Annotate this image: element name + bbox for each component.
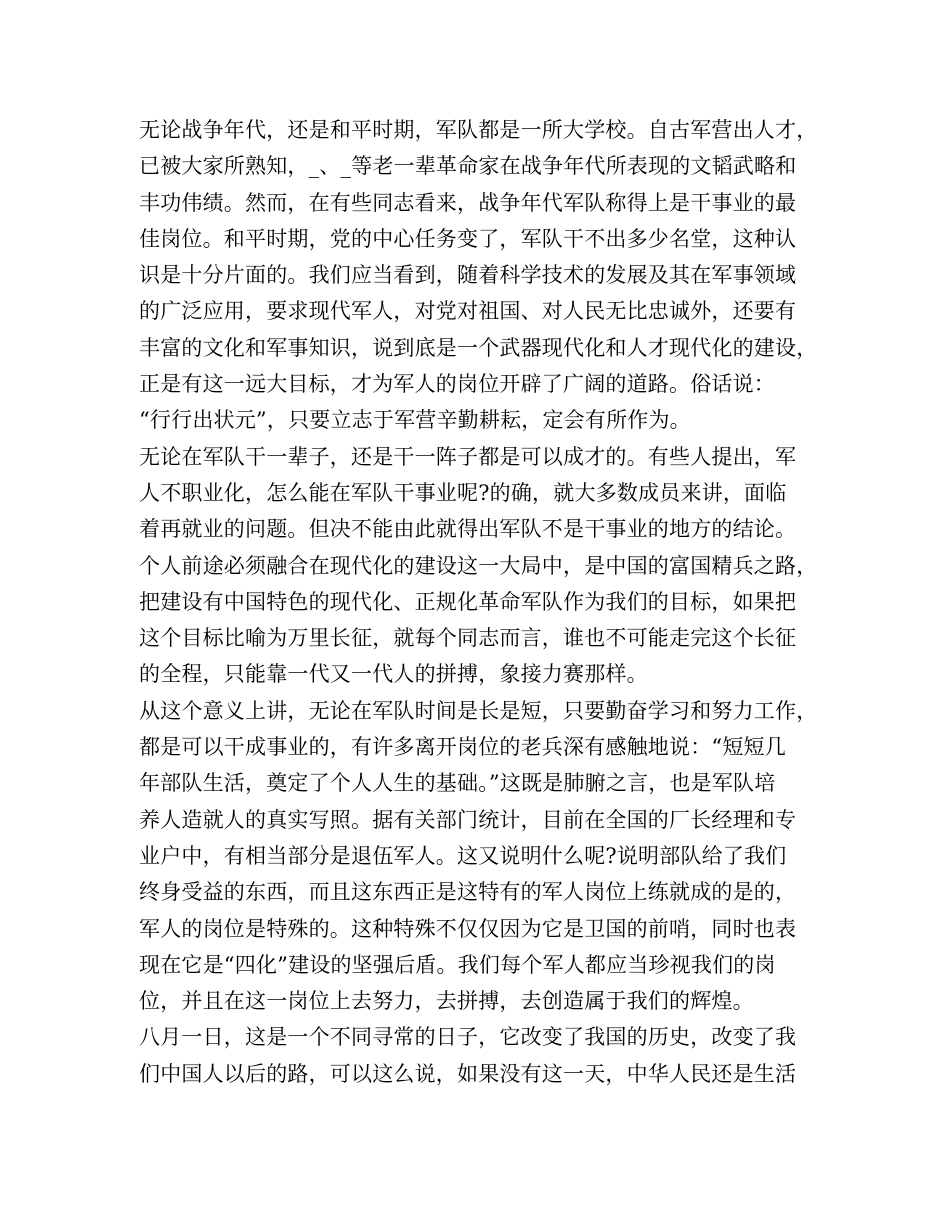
- text-line: 着再就业的问题。但决不能由此就得出军队不是干事业的地方的结论。: [139, 517, 797, 542]
- body-text: [139, 112, 829, 1092]
- text-line: 终身受益的东西，而且这东西正是这特有的军人岗位上练就成的是的，: [139, 880, 797, 905]
- text-line: 八月一日，这是一个不同寻常的日子，它改变了我国的历史，改变了我: [139, 1025, 797, 1050]
- text-line: 把建设有中国特色的现代化、正规化革命军队作为我们的目标，如果把: [139, 589, 797, 614]
- text-line: 养人造就人的真实写照。据有关部门统计，目前在全国的厂长经理和专: [139, 807, 797, 832]
- text-line: 这个目标比喻为万里长征，就每个同志而言，谁也不可能走完这个长征: [139, 626, 797, 651]
- text-line: 军人的岗位是特殊的。这种特殊不仅仅因为它是卫国的前哨，同时也表: [139, 916, 797, 941]
- text-line: 的广泛应用，要求现代军人，对党对祖国、对人民无比忠诚外，还要有: [139, 299, 797, 324]
- text-line: 个人前途必须融合在现代化的建设这一大局中，是中国的富国精兵之路，: [139, 553, 818, 578]
- text-line: 已被大家所熟知，_、_等老一辈革命家在战争年代所表现的文韬武略和: [139, 154, 797, 179]
- text-line: 无论战争年代，还是和平时期，军队都是一所大学校。自古军营出人才，: [139, 118, 818, 142]
- text-line: 业户中，有相当部分是退伍军人。这又说明什么呢?说明部队给了我们: [139, 843, 787, 868]
- text-line: “行行出状元”，只要立志于军营辛勤耕耘，定会有所作为。: [139, 408, 691, 433]
- text-line: 的全程，只能靠一代又一代人的拼搏，象接力赛那样。: [139, 662, 648, 687]
- text-line: 现在它是“四化”建设的坚强后盾。我们每个军人都应当珍视我们的岗: [139, 952, 776, 977]
- text-line: 人不职业化，怎么能在军队干事业呢?的确，就大多数成员来讲，面临: [139, 480, 787, 505]
- text-line: 丰功伟绩。然而，在有些同志看来，战争年代军队称得上是干事业的最: [139, 190, 797, 215]
- text-line: 佳岗位。和平时期，党的中心任务变了，军队干不出多少名堂，这种认: [139, 226, 797, 251]
- text-line: 年部队生活，奠定了个人人生的基础。”这既是肺腑之言，也是军队培: [139, 771, 776, 796]
- text-line: 正是有这一远大目标，才为军人的岗位开辟了广阔的道路。俗话说：: [139, 372, 775, 397]
- text-line: 识是十分片面的。我们应当看到，随着科学技术的发展及其在军事领域: [139, 263, 797, 288]
- text-line: 位，并且在这一岗位上去努力，去拼搏，去创造属于我们的辉煌。: [139, 989, 754, 1014]
- text-line: 们中国人以后的路，可以这么说，如果没有这一天，中华人民还是生活: [139, 1061, 797, 1086]
- text-line: 丰富的文化和军事知识，说到底是一个武器现代化和人才现代化的建设，: [139, 335, 818, 360]
- text-line: 都是可以干成事业的，有许多离开岗位的老兵深有感触地说：“短短几: [139, 735, 786, 760]
- text-line: 无论在军队干一辈子，还是干一阵子都是可以成才的。有些人提出，军: [139, 444, 797, 469]
- text-line: 从这个意义上讲，无论在军队时间是长是短，只要勤奋学习和努力工作，: [139, 698, 818, 723]
